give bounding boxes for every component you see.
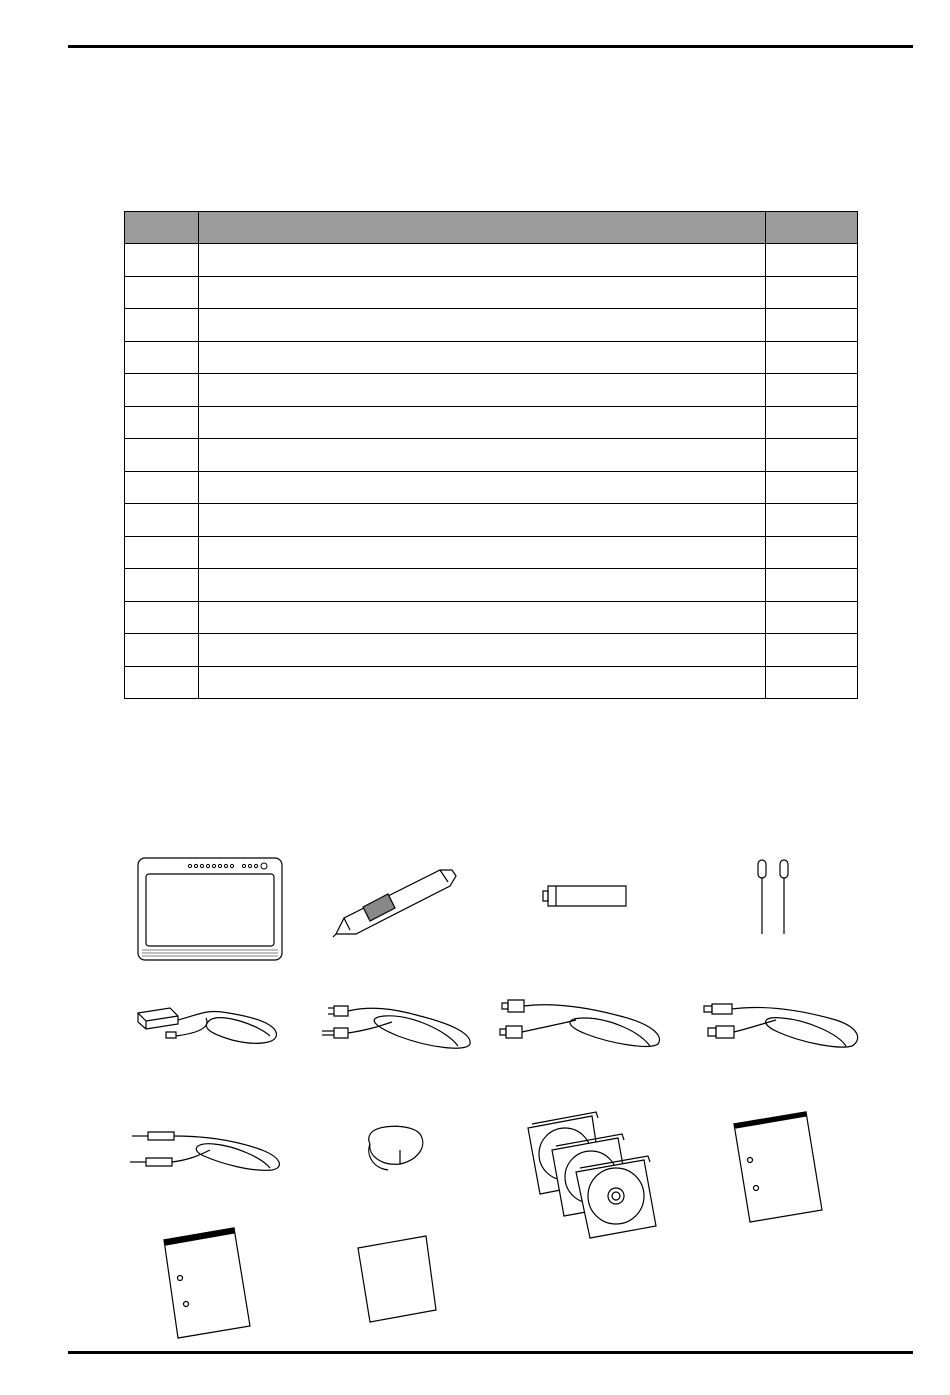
cell-qty xyxy=(766,439,858,472)
header-cell-item xyxy=(199,212,766,244)
table-row xyxy=(125,504,858,537)
cell-item xyxy=(199,634,766,667)
cell-item xyxy=(199,406,766,439)
cell-qty xyxy=(766,569,858,602)
power-adapter-icon xyxy=(138,1008,276,1043)
pen-nibs-icon xyxy=(758,860,788,934)
cell-qty xyxy=(766,244,858,277)
header-rule xyxy=(68,45,913,48)
cell-qty xyxy=(766,406,858,439)
table-row xyxy=(125,471,858,504)
cell-item xyxy=(199,666,766,699)
cell-qty xyxy=(766,276,858,309)
cell-item xyxy=(199,276,766,309)
cell-item xyxy=(199,569,766,602)
cable-tie-icon xyxy=(369,1126,423,1170)
cell-no xyxy=(125,536,199,569)
cell-qty xyxy=(766,309,858,342)
table-row xyxy=(125,666,858,699)
cell-no xyxy=(125,439,199,472)
vga-cable-icon xyxy=(500,1000,659,1046)
cd-discs-icon xyxy=(528,1112,656,1238)
header-cell-qty xyxy=(766,212,858,244)
manual-booklet-icon xyxy=(734,1112,822,1222)
cell-no xyxy=(125,244,199,277)
cell-item xyxy=(199,341,766,374)
table-row xyxy=(125,309,858,342)
audio-cable-icon xyxy=(130,1132,279,1170)
cell-qty xyxy=(766,471,858,504)
table-row xyxy=(125,244,858,277)
cell-item xyxy=(199,471,766,504)
cell-qty xyxy=(766,666,858,699)
cell-no xyxy=(125,276,199,309)
table-row xyxy=(125,374,858,407)
cell-no xyxy=(125,666,199,699)
table-row xyxy=(125,569,858,602)
cell-item xyxy=(199,439,766,472)
table-row xyxy=(125,341,858,374)
cell-no xyxy=(125,406,199,439)
cell-no xyxy=(125,309,199,342)
cell-no xyxy=(125,569,199,602)
lcd-pen-tablet-icon xyxy=(138,858,282,960)
cell-no xyxy=(125,504,199,537)
cell-no xyxy=(125,374,199,407)
table-row xyxy=(125,276,858,309)
cell-qty xyxy=(766,374,858,407)
cell-qty xyxy=(766,341,858,374)
table-header-row xyxy=(125,212,858,244)
table-row xyxy=(125,439,858,472)
footer-rule xyxy=(68,1351,913,1354)
battery-icon xyxy=(543,886,626,906)
cell-no xyxy=(125,471,199,504)
table-row xyxy=(125,406,858,439)
cell-no xyxy=(125,634,199,667)
table-row xyxy=(125,536,858,569)
header-cell-no xyxy=(125,212,199,244)
cell-no xyxy=(125,341,199,374)
cell-qty xyxy=(766,634,858,667)
cell-item xyxy=(199,536,766,569)
cell-qty xyxy=(766,601,858,634)
package-contents-table xyxy=(124,211,858,699)
table-row xyxy=(125,634,858,667)
power-cord-icon xyxy=(322,1006,470,1048)
cell-no xyxy=(125,601,199,634)
quick-guide-booklet-icon xyxy=(164,1228,250,1338)
table-row xyxy=(125,601,858,634)
cell-item xyxy=(199,374,766,407)
usb-cable-icon xyxy=(704,1004,858,1047)
cell-item xyxy=(199,504,766,537)
cell-item xyxy=(199,244,766,277)
cell-qty xyxy=(766,536,858,569)
cell-item xyxy=(199,601,766,634)
stylus-pen-icon xyxy=(333,870,456,937)
cell-item xyxy=(199,309,766,342)
warranty-sheet-icon xyxy=(358,1236,436,1322)
cell-qty xyxy=(766,504,858,537)
